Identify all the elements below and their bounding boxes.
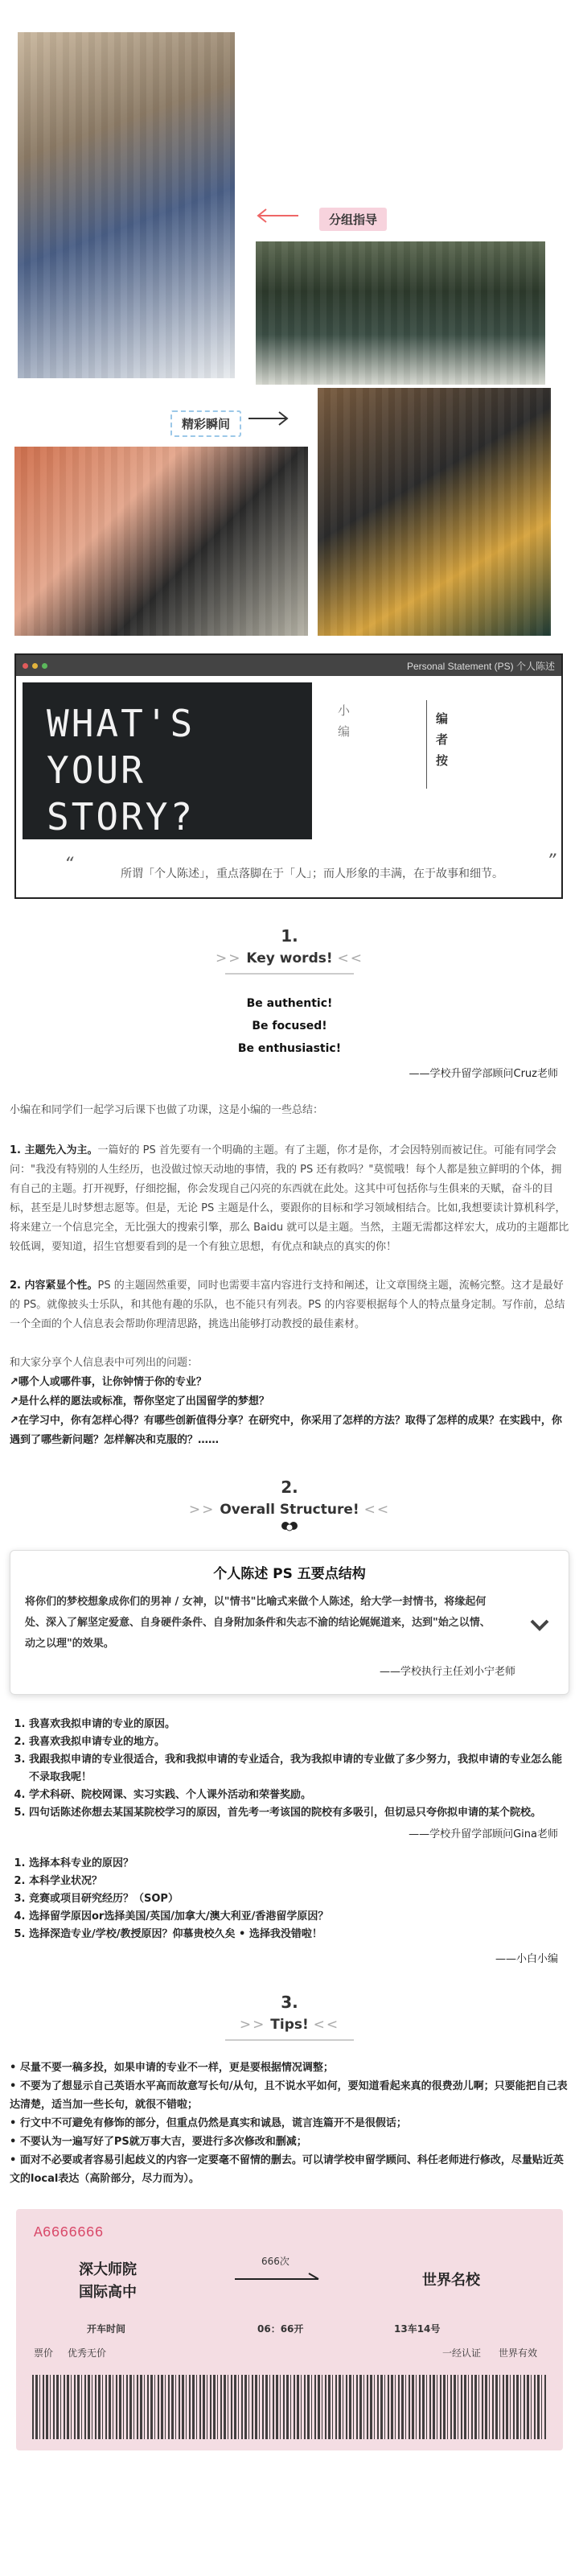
deco-left: >> [215, 950, 242, 967]
section-2-title-text: Overall Structure! [220, 1502, 359, 1518]
list-item: 1. 选择本科专业的原因？ [29, 1855, 579, 1873]
ticket-seat: 13车14号 [394, 2323, 441, 2335]
ticket-price-label: 票价 [34, 2347, 54, 2359]
section-2-title [0, 1502, 579, 1518]
ps-card [14, 653, 563, 899]
tip-item: • 面对不必要或者容易引起歧义的内容一定要毫不留情的删去。可以请学校申留学顾问、科任老师进行修改，尽量贴近英文的local表达（高阶部分，尽力而为）。 [10, 2154, 564, 2185]
list-item: 3. 竞赛或项目研究经历？（SOP） [29, 1890, 579, 1908]
ticket-arrow-icon [233, 2270, 322, 2281]
separator [225, 973, 354, 975]
train-ticket [16, 2209, 563, 2450]
list-item: 4. 选择留学原因or选择美国/英国/加拿大/澳大利亚/香港留学原因？ [29, 1908, 579, 1926]
structure-box-sign: ——学校执行主任刘小宁老师 [379, 1666, 515, 1678]
intro-text: 小编在和同学们一起学习后课下也做了功课，这是小编的一些总结： [10, 1104, 324, 1116]
tip-item: • 尽量不要一稿多投，如果申请的专业不一样，更是要根据情况调整； [10, 2062, 334, 2074]
list-item: 2. 我喜欢我拟申请专业的地方。 [29, 1733, 579, 1751]
point-1-label: 1. 主题先入为主。 [10, 1144, 98, 1156]
ticket-to: 世界名校 [422, 2272, 480, 2289]
ticket-train: 666次 [261, 2256, 290, 2267]
ticket-from-line-2: 国际高中 [79, 2284, 137, 2301]
tip-item: • 行文中不可避免有修饰的部分，但重点仍然是真实和诚恳，谎言连篇开不是很假话； [10, 2117, 407, 2129]
tip-item: • 不要为了想显示自己英语水平高而故意写长句/从句，且不说水平如何，要知道看起来真的很费劲儿啊；只要能把自己表达清楚，适当加一些长句，就很不错啦； [10, 2080, 568, 2111]
ticket-from-line-1: 深大师院 [79, 2261, 137, 2278]
photo-collage [0, 0, 579, 644]
ticket-stamp: 一经认证 [442, 2347, 482, 2359]
list-item: 2. 本科学业状况？ [29, 1873, 579, 1890]
list-item: 1. 我喜欢我拟申请的专业的原因。 [29, 1716, 579, 1733]
right-arrow-icon [245, 409, 294, 428]
point-1 [0, 1141, 579, 1257]
deco-right: << [337, 950, 364, 967]
structure-box-text: 将你们的梦校想象成你们的男神 / 女神，以"情书"比喻式来做个人陈述，给大学一封情书，将缘起何处、深入了解坚定爱意、自身硬件条件、自身附加条件和失志不渝的结论娓娓道来，达到"始之以情、动之以理"的效果。 [25, 1596, 491, 1650]
section-1-sign: ——学校升留学部顾问Cruz老师 [409, 1068, 558, 1080]
ticket-stamp-2: 世界有效 [499, 2347, 538, 2359]
group-class-photo [256, 241, 545, 385]
section-3-title-text: Tips! [270, 2017, 309, 2033]
student-photo [18, 32, 235, 378]
question-1: ↗哪个人或哪件事，让你钟情于你的专业？ [10, 1376, 207, 1388]
structure-list-1 [0, 1716, 579, 1822]
question-2: ↗是什么样的愿法或标准，帮你坚定了出国留学的梦想？ [10, 1395, 269, 1408]
deco-right: << [363, 1502, 391, 1518]
maximize-dot-icon [42, 663, 47, 669]
section-3-title [0, 2017, 579, 2033]
ticket-depart-label: 开车时间 [87, 2323, 126, 2335]
point-1-text: 一篇好的 PS 首先要有一个明确的主题。有了主题，你才是你，才会因特别而被记住。可能有同学会问："我没有特别的人生经历，也没做过惊天动地的事情，我的 PS 还有救吗？"莫慌哦！每个人都是独立鲜明的个体，拥有自己的主题。打开视野，仔细挖掘，你会发现自己闪亮的东西就在此处。这其中可包括你与生俱来的天赋，奋斗的目标，甚至是儿时梦想志愿等。但是，无论 PS 主题是什么，要跟你的目标和学习领域相结合。比如,我想要读计算机科学，将来建立一个信息完全，无比强大的搜索引擎，那么 Baidu 就可以是主题。当然，主题无需都这样宏大，成功的主题都比较低调，要知道，招生官想要看到的是一个有独立思想，有优点和缺点的真实的你！ [10, 1144, 569, 1253]
divider [426, 700, 427, 789]
keyword-2: Be focused! [252, 1020, 327, 1032]
editor-label: 小编 [338, 703, 351, 739]
open-quote-icon: “ [64, 855, 74, 875]
questions-intro: 和大家分享个人信息表中可列出的问题： [10, 1357, 199, 1369]
close-dot-icon [23, 663, 28, 669]
chalk-line-2: YOUR [47, 748, 146, 792]
separator [225, 2039, 354, 2041]
list-item: 5. 四句话陈述你想去某国某院校学习的原因，首先考一考该国的院校有多吸引，但切忌只夸你拟申请的某个院校。 [29, 1804, 579, 1822]
ticket-from [79, 2259, 137, 2304]
point-2 [0, 1276, 579, 1334]
highlight-moment-tag: 精彩瞬间 [170, 410, 241, 437]
chalkboard-image [23, 682, 312, 839]
editor-note-label: 编者按 [436, 711, 449, 768]
card-title: Personal Statement (PS) 个人陈述 [406, 660, 555, 672]
deco-left: >> [188, 1502, 216, 1518]
card-title-bar [16, 655, 561, 676]
teacher-helping-photo [318, 388, 551, 636]
keyword-3: Be enthusiastic! [237, 1042, 342, 1055]
list-2-sign: ——小白小编 [495, 1953, 558, 1965]
barcode-image [32, 2375, 547, 2439]
list-item: 5. 选择深造专业/学校/教授原因？仰慕贵校久矣 • 选择我没错啦！ [29, 1926, 579, 1943]
question-3: ↗在学习中，你有怎样心得？有哪些创新值得分享？在研究中，你采用了怎样的方法？取得了怎样的成果？在实践中，你遇到了哪些新问题？怎样解决和克服的？…… [10, 1415, 562, 1446]
panda-icon [0, 1519, 579, 1535]
section-2-number: 2. [281, 1478, 298, 1497]
section-3-number: 3. [281, 1993, 298, 2012]
keyword-1: Be authentic! [246, 997, 333, 1010]
close-quote-icon: ” [547, 851, 556, 872]
ticket-code: A6666666 [34, 2225, 104, 2241]
ticket-price-value: 优秀无价 [68, 2347, 107, 2359]
point-2-text: PS 的主题固然重要，同时也需要丰富内容进行支持和阐述，让文章围绕主题，流畅完整。这才是最好的 PS。就像披头士乐队，和其他有趣的乐队，也不能只有列表。PS 的内容要根据每个人的特点量身定制。写作前，总结一个全面的个人信息表会帮助你理清思路，挑选出能够打动教授的最佳素材。 [10, 1280, 565, 1330]
list-item: 3. 我跟我拟申请的专业很适合，我和我拟申请的专业适合，我为我拟申请的专业做了多少努力，我拟申请的专业怎么能不录取我呢！ [29, 1751, 579, 1787]
list-1-sign: ——学校升留学部顾问Gina老师 [409, 1828, 558, 1840]
tip-item: • 不要认为一遍写好了PS就万事大吉，要进行多次修改和删减； [10, 2136, 307, 2148]
card-body [16, 676, 561, 897]
group-guidance-tag: 分组指导 [319, 208, 387, 231]
chalk-line-1: WHAT'S [47, 702, 195, 745]
structure-list-2 [0, 1855, 579, 1943]
chevron-down-icon[interactable] [528, 1614, 551, 1636]
card-quote: 所谓「个人陈述」，重点落脚在于「人」；而人形象的丰满，在于故事和细节。 [121, 868, 503, 880]
tutoring-photo [14, 447, 308, 636]
section-1-title [0, 950, 579, 967]
point-2-label: 2. 内容紧显个性。 [10, 1280, 98, 1292]
list-item: 4. 学术科研、院校网课、实习实践、个人课外活动和荣誉奖励。 [29, 1787, 579, 1804]
left-arrow-icon [253, 206, 302, 225]
section-1-number: 1. [281, 926, 298, 946]
structure-box-title: 个人陈述 PS 五要点结构 [213, 1566, 366, 1582]
ticket-depart-time: 06：66开 [257, 2323, 304, 2335]
chalk-line-3: STORY? [47, 795, 195, 839]
tips-list [0, 2059, 579, 2188]
structure-box [10, 1550, 569, 1695]
deco-right: << [313, 2017, 340, 2033]
deco-left: >> [239, 2017, 266, 2033]
minimize-dot-icon [32, 663, 38, 669]
section-1-title-text: Key words! [246, 950, 333, 967]
